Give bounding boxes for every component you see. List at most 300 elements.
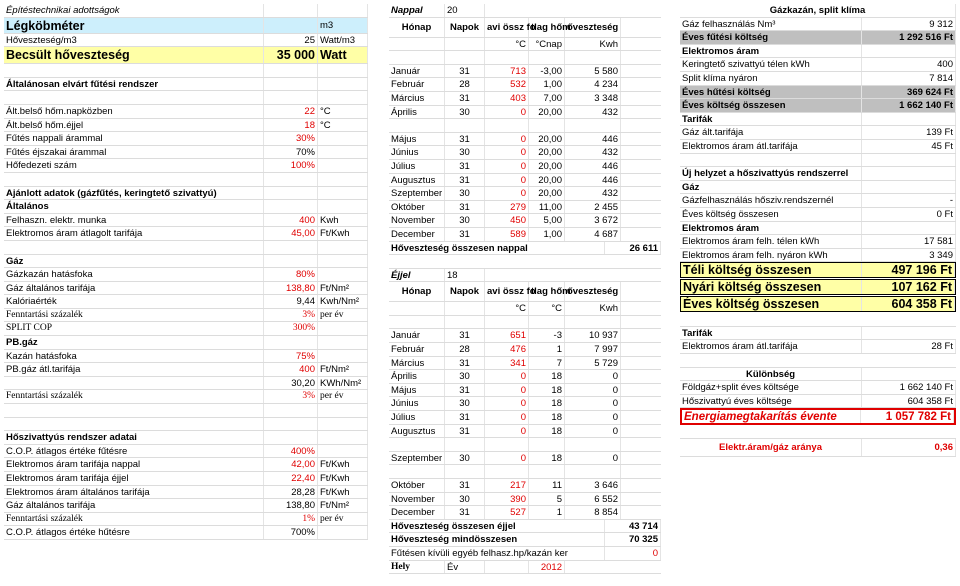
cell[interactable]: PB.gáz átl.tarifája [4,363,264,376]
cell[interactable] [445,316,485,329]
cell[interactable]: Éjjel [389,269,445,282]
cell[interactable]: 31 [445,411,485,424]
cell[interactable]: Augusztus [389,425,445,438]
cell[interactable]: 0 [485,384,529,397]
cell[interactable]: Elektromos áram tarifája nappal [4,458,264,471]
cell[interactable]: 31 [445,228,485,241]
cell[interactable] [318,404,368,417]
cell[interactable] [4,173,264,186]
cell[interactable] [565,51,621,64]
cell[interactable]: 22,40 [264,472,318,485]
cell[interactable] [318,431,368,444]
cell[interactable]: 43 714 [605,520,661,533]
cell[interactable]: 450 [485,214,529,227]
cell[interactable]: Hőveszteség/m3 [4,34,264,47]
cell[interactable]: Téli költség összesen [681,263,862,277]
cell[interactable] [264,78,318,91]
cell[interactable]: Hőszivattyú éves költsége [680,395,862,408]
cell[interactable] [318,159,368,172]
cell[interactable]: C.O.P. átlagos értéke hűtésre [4,526,264,539]
cell[interactable]: 18 [529,425,565,438]
cell[interactable] [318,268,368,281]
cell[interactable] [389,465,445,478]
cell[interactable]: Hely [389,561,445,574]
cell[interactable]: Tarifák [680,113,862,126]
cell[interactable]: 532 [485,78,529,91]
cell[interactable]: 0 [485,106,529,119]
cell[interactable]: 700% [264,526,318,539]
cell[interactable]: 1 [529,506,565,519]
cell[interactable]: Éves fűtési költség [680,31,862,44]
cell[interactable]: Fenntartási százalék [4,390,264,403]
cell[interactable]: December [389,228,445,241]
cell[interactable] [485,561,529,574]
cell[interactable]: Ált.belső hőm.napközben [4,105,264,118]
cell[interactable]: 497 196 Ft [862,263,955,277]
cell[interactable] [445,465,485,478]
cell[interactable] [4,241,264,254]
cell[interactable]: Éves költség összesen [680,99,862,112]
cell[interactable]: 18 [445,269,485,282]
cell[interactable]: 0 [485,174,529,187]
cell[interactable]: Július [389,411,445,424]
cell[interactable] [529,119,565,132]
cell[interactable]: 0 [485,160,529,173]
cell[interactable]: 651 [485,329,529,342]
cell[interactable]: Kazán hatásfoka [4,350,264,363]
cell[interactable]: 1 [529,343,565,356]
cell[interactable] [862,45,956,58]
cell[interactable]: Különbség [680,368,862,381]
cell[interactable] [529,316,565,329]
cell[interactable]: Energiamegtakarítás évente [682,410,861,423]
cell[interactable]: Gáz ált.tarifája [680,126,862,139]
cell[interactable]: 138,80 [264,282,318,295]
cell[interactable]: őveszteség [565,18,621,37]
cell[interactable]: Ft/Kwh [318,458,368,471]
cell[interactable]: Április [389,370,445,383]
cell[interactable]: 527 [485,506,529,519]
cell[interactable] [264,336,318,349]
cell[interactable]: 3 349 [862,249,956,262]
cell[interactable]: 22 [264,105,318,118]
cell[interactable] [529,438,565,451]
cell[interactable]: 30 [445,493,485,506]
cell[interactable]: Általánosan elvárt fűtési rendszer [4,78,264,91]
cell[interactable]: 4 234 [565,78,621,91]
cell[interactable] [389,316,445,329]
cell[interactable]: 7 814 [862,72,956,85]
cell[interactable]: 75% [264,350,318,363]
cell[interactable]: 369 624 Ft [862,86,956,99]
cell[interactable] [4,64,264,77]
cell[interactable]: 0 [565,384,621,397]
cell[interactable]: 0 [565,397,621,410]
cell[interactable]: °C [318,119,368,132]
cell[interactable] [264,91,318,104]
cell[interactable]: 400 [264,214,318,227]
cell[interactable]: 31 [445,425,485,438]
cell[interactable]: 30 [445,146,485,159]
cell[interactable]: Építéstechnikai adottságok [4,4,264,17]
cell[interactable]: 18 [529,411,565,424]
cell[interactable]: Hőfedezeti szám [4,159,264,172]
cell[interactable]: Ft/Nm² [318,282,368,295]
cell[interactable]: Elektromos áram felh. nyáron kWh [680,249,862,262]
cell[interactable]: 18 [529,384,565,397]
cell[interactable]: Tarifák [680,327,862,340]
cell[interactable]: Elektromos áram [680,222,862,235]
cell[interactable]: 0 [565,370,621,383]
cell[interactable]: Július [389,160,445,173]
cell[interactable]: 1 662 140 Ft [862,99,956,112]
cell[interactable]: Kwh/Nm² [318,295,368,308]
cell[interactable]: 45,00 [264,227,318,240]
cell[interactable] [318,526,368,539]
cell[interactable]: 31 [445,329,485,342]
cell[interactable] [318,336,368,349]
cell[interactable]: 432 [565,187,621,200]
cell[interactable] [264,200,318,213]
cell[interactable]: 3 646 [565,479,621,492]
cell[interactable]: 31 [445,174,485,187]
cell[interactable]: 7,00 [529,92,565,105]
cell[interactable] [318,200,368,213]
cell[interactable]: 28 [445,343,485,356]
cell[interactable]: 0 [485,133,529,146]
cell[interactable]: 35 000 [264,47,318,63]
cell[interactable]: 20 [445,4,485,17]
cell[interactable]: KWh/Nm² [318,377,368,390]
cell[interactable]: 45 Ft [862,140,956,153]
cell[interactable]: Elektromos áram [680,45,862,58]
cell[interactable] [318,64,368,77]
cell[interactable]: Napok [445,282,485,301]
cell[interactable]: 42,00 [264,458,318,471]
cell[interactable]: 0 [565,425,621,438]
cell[interactable] [264,4,318,17]
cell[interactable]: Elektromos áram általános tarifája [4,486,264,499]
cell[interactable]: 0 [565,452,621,465]
cell[interactable] [445,51,485,64]
cell[interactable]: 2 455 [565,201,621,214]
cell[interactable] [264,187,318,200]
cell[interactable] [318,255,368,268]
cell[interactable]: November [389,214,445,227]
cell[interactable]: 300% [264,322,318,335]
cell[interactable]: 0 [485,452,529,465]
cell[interactable] [485,438,529,451]
cell[interactable]: C.O.P. átlagos értéke fűtésre [4,445,264,458]
cell[interactable] [4,377,264,390]
cell[interactable]: Napok [445,18,485,37]
cell[interactable]: 80% [264,268,318,281]
cell[interactable]: SPLIT COP [4,322,264,335]
cell[interactable]: Október [389,201,445,214]
cell[interactable]: 31 [445,160,485,173]
cell[interactable]: Fenntartási százalék [4,513,264,526]
cell[interactable]: Elektromos áram felh. télen kWh [680,235,862,248]
cell[interactable]: Kwh [318,214,368,227]
cell[interactable]: Gázkazán hatásfoka [4,268,264,281]
cell[interactable]: Február [389,78,445,91]
cell[interactable] [264,404,318,417]
cell[interactable]: 0 [485,187,529,200]
cell[interactable]: 10 937 [565,329,621,342]
cell[interactable]: Gázfelhasználás hősziv.rendszernél [680,194,862,207]
cell[interactable]: Gáz felhasználás Nm³ [680,18,862,31]
cell[interactable]: Ft/Kwh [318,227,368,240]
cell[interactable]: 0 Ft [862,208,956,221]
cell[interactable]: 1,00 [529,78,565,91]
cell[interactable]: 604 358 Ft [862,395,956,408]
cell[interactable]: 9,44 [264,295,318,308]
cell[interactable]: 31 [445,133,485,146]
cell[interactable] [318,187,368,200]
cell[interactable]: Légköbméter [4,18,264,33]
cell[interactable]: 0 [485,411,529,424]
cell[interactable] [264,173,318,186]
cell[interactable]: Kwh [565,38,621,51]
cell[interactable]: 476 [485,343,529,356]
cell[interactable] [862,113,956,126]
cell[interactable]: 20,00 [529,133,565,146]
cell[interactable] [318,4,368,17]
cell[interactable] [862,154,956,167]
cell[interactable]: 432 [565,146,621,159]
cell[interactable]: Május [389,133,445,146]
cell[interactable]: Földgáz+split éves költsége [680,381,862,394]
cell[interactable]: Január [389,65,445,78]
cell[interactable]: Általános [4,200,264,213]
cell[interactable]: Gáz [680,181,862,194]
cell[interactable]: 0 [485,146,529,159]
cell[interactable] [565,316,621,329]
cell[interactable] [264,241,318,254]
cell[interactable] [4,418,264,431]
cell[interactable]: 341 [485,357,529,370]
cell[interactable]: Fűtés nappali árammal [4,132,264,145]
cell[interactable]: 100% [264,159,318,172]
cell[interactable] [318,146,368,159]
cell[interactable]: 30,20 [264,377,318,390]
cell[interactable]: 18 [529,452,565,465]
cell[interactable]: 3 672 [565,214,621,227]
cell[interactable]: Gáz általános tarifája [4,282,264,295]
cell[interactable]: Fűtésen kívüli egyéb felhasz.hp/kazán ker [389,547,605,560]
cell[interactable] [318,132,368,145]
cell[interactable] [264,431,318,444]
cell[interactable] [485,51,529,64]
cell[interactable]: 7 [529,357,565,370]
cell[interactable]: 20,00 [529,160,565,173]
cell[interactable]: 30% [264,132,318,145]
cell[interactable] [264,18,318,33]
cell[interactable]: °Cnap [529,38,565,51]
cell[interactable]: 17 581 [862,235,956,248]
cell[interactable]: 138,80 [264,499,318,512]
cell[interactable]: 8 854 [565,506,621,519]
cell[interactable]: Éves költség összesen [681,297,862,311]
cell[interactable]: 139 Ft [862,126,956,139]
cell[interactable]: 3% [264,309,318,322]
cell[interactable]: 0 [565,411,621,424]
cell[interactable]: 400% [264,445,318,458]
cell[interactable]: Watt/m3 [318,34,368,47]
cell[interactable] [389,51,445,64]
cell[interactable]: 5 729 [565,357,621,370]
cell[interactable]: 70 325 [605,533,661,546]
cell[interactable]: Elektromos áram átl.tarifája [680,140,862,153]
cell[interactable]: Elektromos áram átl.tarifája [680,340,862,353]
cell[interactable]: Október [389,479,445,492]
cell[interactable]: 0 [605,547,661,560]
cell[interactable]: 713 [485,65,529,78]
cell[interactable]: 5 580 [565,65,621,78]
cell[interactable]: 107 162 Ft [862,280,955,294]
cell[interactable]: 70% [264,146,318,159]
cell[interactable]: Ajánlott adatok (gázfűtés, keringtető szivattyú) [4,187,264,200]
cell[interactable] [4,404,264,417]
cell[interactable]: Fenntartási százalék [4,309,264,322]
cell[interactable]: Június [389,397,445,410]
cell[interactable]: 7 997 [565,343,621,356]
cell[interactable]: 9 312 [862,18,956,31]
cell[interactable]: 30 [445,187,485,200]
cell[interactable]: °C [485,38,529,51]
cell[interactable]: - [862,194,956,207]
cell[interactable]: Szeptember [389,187,445,200]
cell[interactable]: 279 [485,201,529,214]
cell[interactable]: PB.gáz [4,336,264,349]
cell[interactable]: Március [389,357,445,370]
cell[interactable]: °C [529,302,565,315]
cell[interactable]: Április [389,106,445,119]
cell[interactable]: 20,00 [529,187,565,200]
cell[interactable] [4,91,264,104]
cell[interactable]: 0 [485,425,529,438]
cell[interactable] [318,445,368,458]
cell[interactable] [264,255,318,268]
cell[interactable]: Ft/Nm² [318,499,368,512]
cell[interactable]: Hónap [389,282,445,301]
cell[interactable]: Split klíma nyáron [680,72,862,85]
cell[interactable]: 400 [862,58,956,71]
cell[interactable]: 390 [485,493,529,506]
cell[interactable]: -3,00 [529,65,565,78]
cell[interactable]: Nyári költség összesen [681,280,862,294]
cell[interactable]: 1 292 516 Ft [862,31,956,44]
cell[interactable]: 400 [264,363,318,376]
cell[interactable]: 604 358 Ft [862,297,955,311]
cell[interactable] [318,322,368,335]
cell[interactable] [529,51,565,64]
cell[interactable]: 31 [445,357,485,370]
cell[interactable]: Hőveszteség összesen nappal [389,242,605,255]
cell[interactable]: 28 Ft [862,340,956,353]
cell[interactable]: Kwh [565,302,621,315]
cell[interactable]: 403 [485,92,529,105]
cell[interactable]: m3 [318,18,368,33]
cell[interactable]: per év [318,309,368,322]
cell[interactable] [485,316,529,329]
cell[interactable] [264,64,318,77]
cell[interactable]: 1 662 140 Ft [862,381,956,394]
cell[interactable]: Fűtés éjszakai árammal [4,146,264,159]
cell[interactable]: Ált.belső hőm.éjjel [4,119,264,132]
cell[interactable]: Ft/Nm² [318,363,368,376]
cell[interactable]: 217 [485,479,529,492]
cell[interactable]: Gázkazán, split klíma [680,4,956,17]
cell[interactable]: 5,00 [529,214,565,227]
cell[interactable]: Február [389,343,445,356]
cell[interactable]: 0 [485,370,529,383]
cell[interactable]: Év [445,561,485,574]
cell[interactable]: Elektromos áram átlagolt tarifája [4,227,264,240]
cell[interactable]: 18 [529,397,565,410]
cell[interactable]: 28,28 [264,486,318,499]
cell[interactable]: Hónap [389,18,445,37]
cell[interactable]: 446 [565,160,621,173]
cell[interactable]: Éves hűtési költség [680,86,862,99]
cell[interactable]: 30 [445,214,485,227]
cell[interactable]: Kalóriaérték [4,295,264,308]
cell[interactable]: 11 [529,479,565,492]
cell[interactable]: 20,00 [529,106,565,119]
cell[interactable] [862,222,956,235]
cell[interactable]: Március [389,92,445,105]
cell[interactable]: Január [389,329,445,342]
cell[interactable]: avi össz fo [485,282,529,301]
cell[interactable] [389,302,445,315]
cell[interactable]: Gáz [4,255,264,268]
cell[interactable] [264,418,318,431]
cell[interactable]: 3% [264,390,318,403]
cell[interactable] [318,241,368,254]
cell[interactable]: Augusztus [389,174,445,187]
cell[interactable] [529,465,565,478]
cell[interactable]: 25 [264,34,318,47]
cell[interactable]: Hőszivattyús rendszer adatai [4,431,264,444]
cell[interactable]: °C [318,105,368,118]
cell[interactable]: per év [318,513,368,526]
cell[interactable]: Éves költség összesen [680,208,862,221]
cell[interactable] [318,418,368,431]
cell[interactable]: Becsült hőveszteség [4,47,264,63]
cell[interactable] [485,119,529,132]
cell[interactable]: 31 [445,479,485,492]
cell[interactable] [485,465,529,478]
cell[interactable]: Keringtető szivattyú télen kWh [680,58,862,71]
cell[interactable]: Nappal [389,4,445,17]
cell[interactable]: 31 [445,201,485,214]
cell[interactable]: 31 [445,384,485,397]
cell[interactable]: 1 057 782 Ft [861,410,954,423]
cell[interactable]: -3 [529,329,565,342]
cell[interactable]: 0,36 [862,439,956,456]
cell[interactable]: 11,00 [529,201,565,214]
cell[interactable]: Felhaszn. elektr. munka [4,214,264,227]
cell[interactable] [445,119,485,132]
cell[interactable]: őveszteség [565,282,621,301]
cell[interactable]: Elektromos áram tarifája éjjel [4,472,264,485]
cell[interactable]: 446 [565,174,621,187]
cell[interactable]: tlag hőm [529,282,565,301]
cell[interactable]: 31 [445,65,485,78]
cell[interactable]: 5 [529,493,565,506]
cell[interactable]: Szeptember [389,452,445,465]
cell[interactable]: Ft/Kwh [318,486,368,499]
